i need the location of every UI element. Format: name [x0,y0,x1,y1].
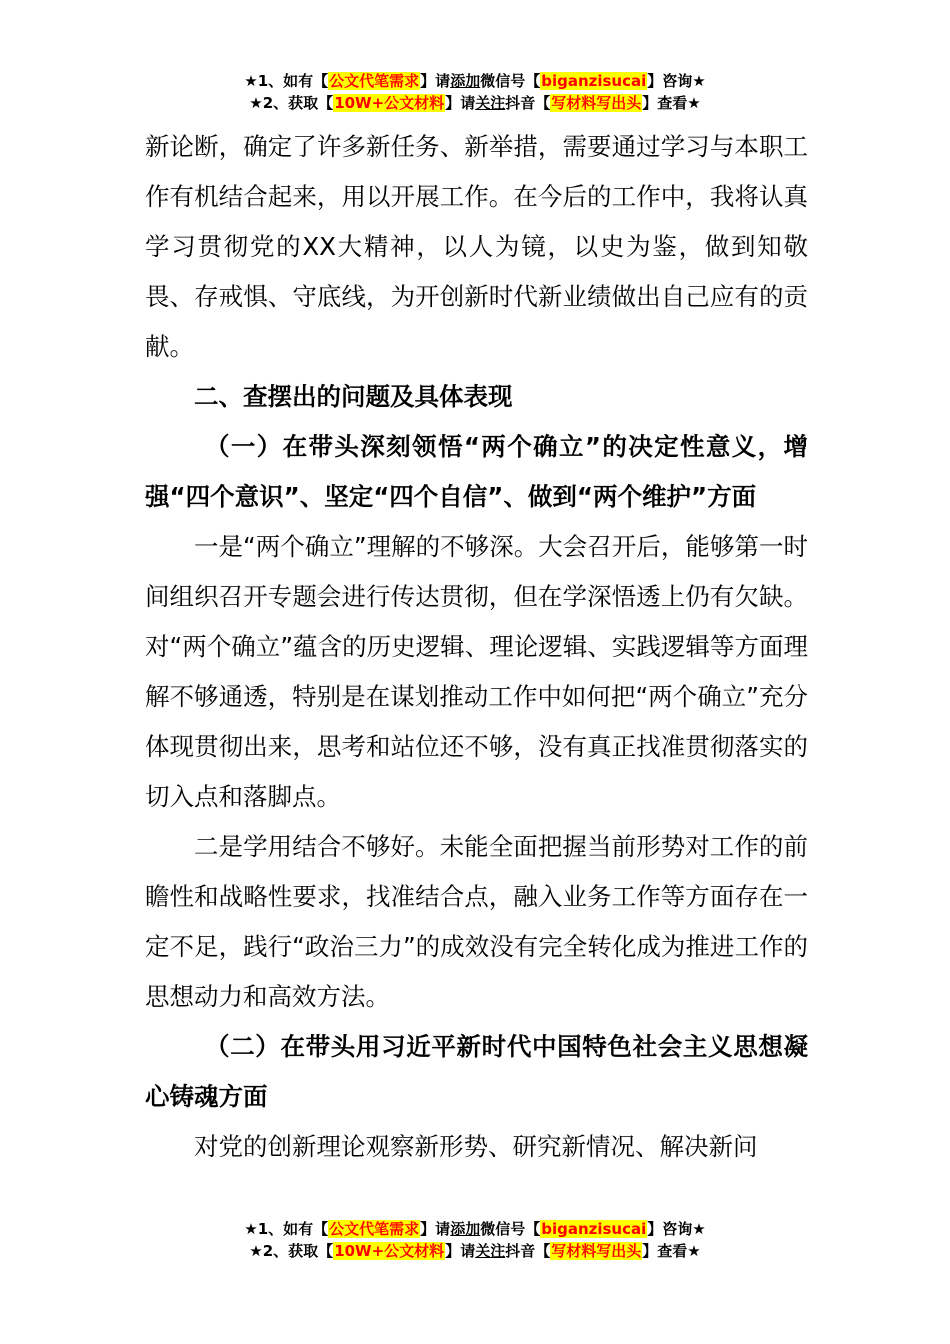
highlight-materials: 10W+公文材料 [334,1242,445,1260]
banner-text: 抖音【 [505,1242,551,1260]
highlight-service: 公文代笔需求 [329,1220,420,1238]
header-banner [0,70,950,114]
banner-underlined-text: 关注 [475,1242,506,1260]
subsection-heading-1: （一）在带头深刻领悟“两个确立”的决定性意义，增强“四个意识”、坚定“四个自信”、做到“两个维护”方面 [145,432,808,511]
banner-text: 】请 [420,1220,451,1238]
banner-line-1 [0,1218,950,1240]
highlight-wechat-id: biganzisucai [541,72,647,90]
banner-text: 】请 [445,1242,476,1260]
banner-text: 微信号【 [480,1220,541,1238]
paragraph-point-2: 二是学用结合不够好。未能全面把握当前形势对工作的前瞻性和战略性要求，找准结合点，融入业务工作等方面存在一定不足，践行“政治三力”的成效没有完全转化成为推进工作的思想动力和高效方法。 [145,832,808,1011]
banner-text: 抖音【 [505,94,551,112]
banner-text: ★2、获取【 [249,94,334,112]
banner-text: 】查看★ [642,94,701,112]
banner-line-2 [0,1240,950,1262]
banner-text: 】咨询★ [647,72,706,90]
document-body [145,122,808,1172]
banner-text: ★2、获取【 [249,1242,334,1260]
banner-text: ★1、如有【 [244,72,329,90]
highlight-douyin: 写材料写出头 [551,94,642,112]
section-heading: 二、查摆出的问题及具体表现 [194,382,513,411]
banner-text: 】请 [445,94,476,112]
banner-line-2 [0,92,950,114]
banner-text: ★1、如有【 [244,1220,329,1238]
highlight-service: 公文代笔需求 [329,72,420,90]
banner-line-1 [0,70,950,92]
highlight-materials: 10W+公文材料 [334,94,445,112]
paragraph-point-3: 对党的创新理论观察新形势、研究新情况、解决新问 [194,1132,758,1161]
highlight-douyin: 写材料写出头 [551,1242,642,1260]
footer-banner [0,1218,950,1262]
subsection-heading-2: （二）在带头用习近平新时代中国特色社会主义思想凝心铸魂方面 [145,1032,808,1111]
banner-text: 】咨询★ [647,1220,706,1238]
paragraph-continuation: 新论断，确定了许多新任务、新举措，需要通过学习与本职工作有机结合起来，用以开展工作。在今后的工作中，我将认真学习贯彻党的XX大精神，以人为镜，以史为鉴，做到知敬畏、存戒惧、守底线，为开创新时代新业绩做出自己应有的贡献。 [145,132,808,361]
paragraph-point-1: 一是“两个确立”理解的不够深。大会召开后，能够第一时间组织召开专题会进行传达贯彻，但在学深悟透上仍有欠缺。对“两个确立”蕴含的历史逻辑、理论逻辑、实践逻辑等方面理解不够通透，特别是在谋划推动工作中如何把“两个确立”充分体现贯彻出来，思考和站位还不够，没有真正找准贯彻落实的切入点和落脚点。 [145,532,808,811]
banner-text: 】请 [420,72,451,90]
banner-underlined-text: 添加 [450,1220,481,1238]
highlight-wechat-id: biganzisucai [541,1220,647,1238]
banner-text: 微信号【 [480,72,541,90]
banner-text: 】查看★ [642,1242,701,1260]
banner-underlined-text: 添加 [450,72,481,90]
banner-underlined-text: 关注 [475,94,506,112]
